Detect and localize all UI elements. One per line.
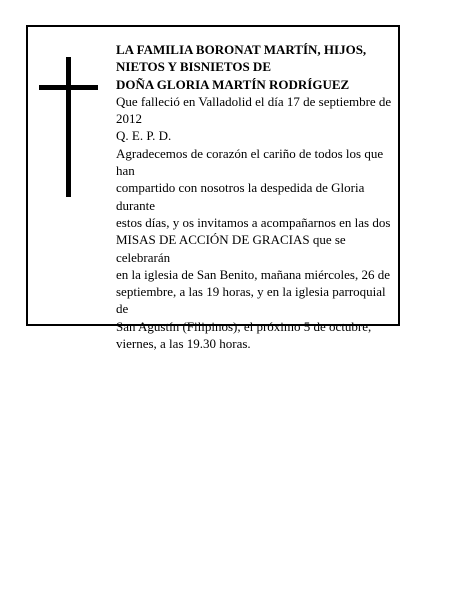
death-notice bbox=[116, 93, 396, 128]
body-line: viernes, a las 19.30 horas. bbox=[116, 336, 251, 352]
obituary-notice bbox=[26, 25, 400, 352]
rip-text: Q. E. P. D. bbox=[116, 128, 172, 144]
death-notice-line: Que falleció en Valladolid el día 17 de septiembre de bbox=[116, 93, 392, 109]
notice-body bbox=[116, 145, 396, 353]
body-line: en la iglesia de San Benito, mañana miércoles, 26 de bbox=[116, 266, 390, 282]
body-line: septiembre, a las 19 horas, y en la iglesia parroquial de bbox=[116, 284, 386, 317]
notice-heading bbox=[116, 41, 396, 93]
body-line: compartido con nosotros la despedida de Gloria durante bbox=[116, 180, 365, 213]
heading-line: DOÑA GLORIA MARTÍN RODRÍGUEZ bbox=[116, 76, 350, 92]
body-line: Agradecemos de corazón el cariño de todos los que han bbox=[116, 145, 384, 179]
death-notice-line: 2012 bbox=[116, 111, 142, 127]
heading-line: LA FAMILIA BORONAT MARTÍN, HIJOS, bbox=[116, 42, 367, 57]
cross-icon-horizontal-bar bbox=[39, 85, 98, 90]
body-line: estos días, y os invitamos a acompañarnos en las dos bbox=[116, 214, 391, 230]
notice-content bbox=[116, 41, 396, 352]
cross-icon-vertical-bar bbox=[66, 57, 71, 197]
heading-line: NIETOS Y BISNIETOS DE bbox=[116, 59, 271, 75]
body-line: MISAS DE ACCIÓN DE GRACIAS que se celebrarán bbox=[116, 232, 346, 265]
body-line: San Agustín (Filipinos), el próximo 5 de octubre, bbox=[116, 318, 372, 334]
